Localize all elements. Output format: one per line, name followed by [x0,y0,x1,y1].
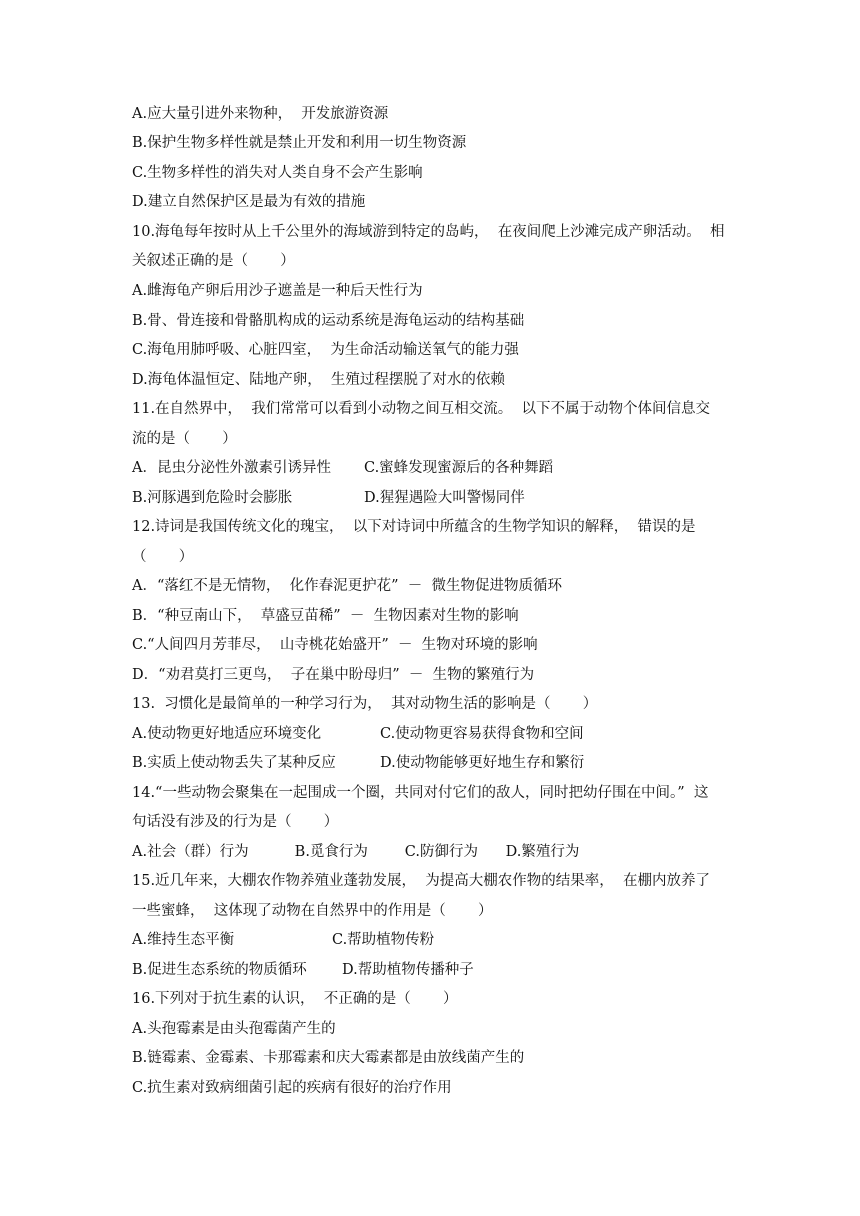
q9-option-a: A.应大量引进外来物种， 开发旅游资源 [132,106,389,122]
q12-option-a: A．“落红不是无情物， 化作春泥更护花” － 微生物促进物质循环 [132,578,562,594]
q16-option-a: A.头孢霉素是由头孢霉菌产生的 [132,1021,336,1037]
q11-option-d: D.猩猩遇险大叫警惕同伴 [364,490,525,506]
q10-stem-line2: 关叙述正确的是（ ） [132,253,295,269]
q12-option-d: D．“劝君莫打三更鸟， 子在巢中盼母归” － 生物的繁殖行为 [132,667,535,683]
q16-stem: 16.下列对于抗生素的认识， 不正确的是（ ） [132,991,458,1007]
q15-option-a: A.维持生态平衡 [132,932,235,948]
q10-stem-line1: 10.海龟每年按时从上千公里外的海域游到特定的岛屿， 在夜间爬上沙滩完成产卵活动。 相 [132,224,725,240]
q16-option-b: B.链霉素、金霉素、卡那霉素和庆大霉素都是由放线菌产生的 [132,1050,525,1066]
q14-stem-line1: 14.“一些动物会聚集在一起围成一个圈，共同对付它们的敌人，同时把幼仔围在中间。” 这 [132,785,709,801]
q9-option-d: D.建立自然保护区是最为有效的措施 [132,194,366,210]
q11-option-a: A．昆虫分泌性外激素引诱异性 [132,460,331,476]
q10-option-b: B.骨、骨连接和骨骼肌构成的运动系统是海龟运动的结构基础 [132,313,525,329]
q11-stem-line2: 流的是（ ） [132,431,237,447]
q15-option-c: C.帮助植物传粉 [332,932,435,948]
q10-option-c: C.海龟用肺呼吸、心脏四室， 为生命活动输送氧气的能力强 [132,342,519,358]
q12-option-b: B．“种豆南山下， 草盛豆苗稀” － 生物因素对生物的影响 [132,608,519,624]
q11-stem-line1: 11.在自然界中， 我们常常可以看到小动物之间互相交流。 以下不属于动物个体间信息交 [132,401,710,417]
q12-option-c: C.“人间四月芳菲尽， 山寺桃花始盛开” － 生物对环境的影响 [132,637,538,653]
q11-option-c: C.蜜蜂发现蜜源后的各种舞蹈 [364,460,554,476]
q12-stem-line2: （ ） [132,549,194,565]
q15-stem-line2: 一些蜜蜂， 这体现了动物在自然界中的作用是（ ） [132,903,493,919]
q11-option-b: B.河豚遇到危险时会膨胀 [132,490,293,506]
q15-stem-line1: 15.近几年来，大棚农作物养殖业蓬勃发展， 为提高大棚农作物的结果率， 在棚内放养了 [132,873,710,889]
q14-stem-line2: 句话没有涉及的行为是（ ） [132,814,339,830]
q13-stem: 13. 习惯化是最简单的一种学习行为， 其对动物生活的影响是（ ） [132,696,598,712]
q13-option-c: C.使动物更容易获得食物和空间 [380,726,584,742]
q10-option-a: A.雌海龟产卵后用沙子遮盖是一种后天性行为 [132,283,423,299]
q13-option-b: B.实质上使动物丢失了某种反应 [132,755,336,771]
q16-option-c: C.抗生素对致病细菌引起的疾病有很好的治疗作用 [132,1080,452,1096]
q9-option-c: C.生物多样性的消失对人类自身不会产生影响 [132,165,423,181]
q13-option-d: D.使动物能够更好地生存和繁衍 [380,755,585,771]
q14-options: A.社会（群）行为 B.觅食行为 C.防御行为 D.繁殖行为 [132,844,580,860]
q9-option-b: B.保护生物多样性就是禁止开发和利用一切生物资源 [132,135,467,151]
q12-stem-line1: 12.诗词是我国传统文化的瑰宝， 以下对诗词中所蕴含的生物学知识的解释， 错误的是 [132,519,696,535]
q13-option-a: A.使动物更好地适应环境变化 [132,726,322,742]
q15-option-d: D.帮助植物传播种子 [342,962,474,978]
q10-option-d: D.海龟体温恒定、陆地产卵， 生殖过程摆脱了对水的依赖 [132,372,505,388]
q15-option-b: B.促进生态系统的物质循环 [132,962,307,978]
